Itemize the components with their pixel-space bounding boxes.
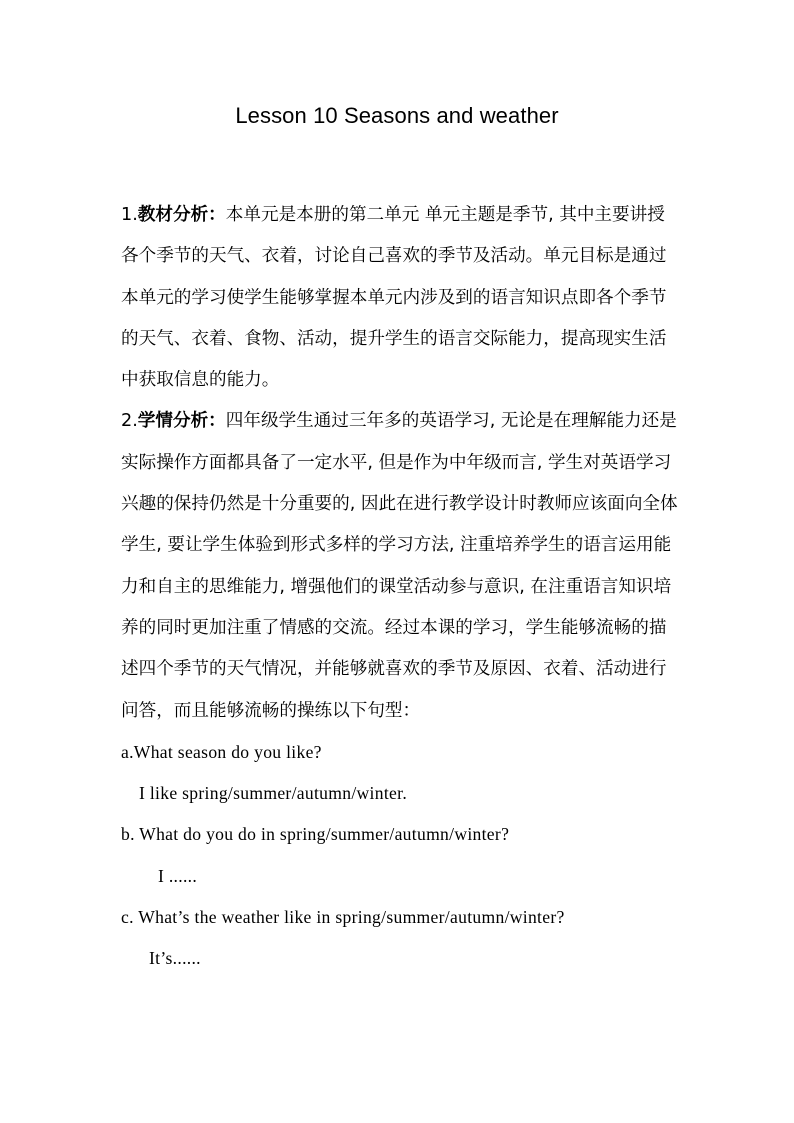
section-text: 本单元是本册的第二单元 单元主题是季节, 其中主要讲授各个季节的天气、衣着，讨论自己喜欢的季节及活动。单元目标是通过本单元的学习使学生能够掌握本单元内涉及到的语言知识点即各个季节的天气、衣着、食物、活动，提升学生的语言交际能力，提高现实生活中获取信息的能力。 [121,205,667,391]
section-student-analysis [121,401,681,731]
section-number: 2. [121,411,138,432]
sentence-answer: I ...... [158,865,198,886]
sentence-question: c. What’s the weather like in spring/summer/autumn/winter? [121,907,565,928]
section-textbook-analysis [121,195,681,401]
sentence-answer: It’s...... [149,948,201,969]
section-text: 四年级学生通过三年多的英语学习, 无论是在理解能力还是实际操作方面都具备了一定水平, 但是作为中年级而言, 学生对英语学习兴趣的保持仍然是十分重要的, 因此在进行教学设计时教师应该面向全体学生, 要让学生体验到形式多样的学习方法, 注重培养学生的语言运用能力和自主的思维能力, 增强他们的课堂活动参与意识, 在注重语言知识培养的同时更加注重了情感的交流。经过本课的学习，学生能够流畅的描述四个季节的天气情况，并能够就喜欢的季节及原因、衣着、活动进行问答，而且能够流畅的操练以下句型： [121,411,678,721]
section-heading: 教材分析： [137,205,226,225]
section-heading: 学情分析： [137,411,226,432]
sentence-answer: I like spring/summer/autumn/winter. [139,783,408,804]
section-number: 1. [121,205,138,225]
sentence-question: b. What do you do in spring/summer/autumn/winter? [121,824,510,845]
document-body [121,195,681,980]
sentence-question: a.What season do you like? [121,741,322,762]
document-title: Lesson 10 Seasons and weather [235,103,559,128]
